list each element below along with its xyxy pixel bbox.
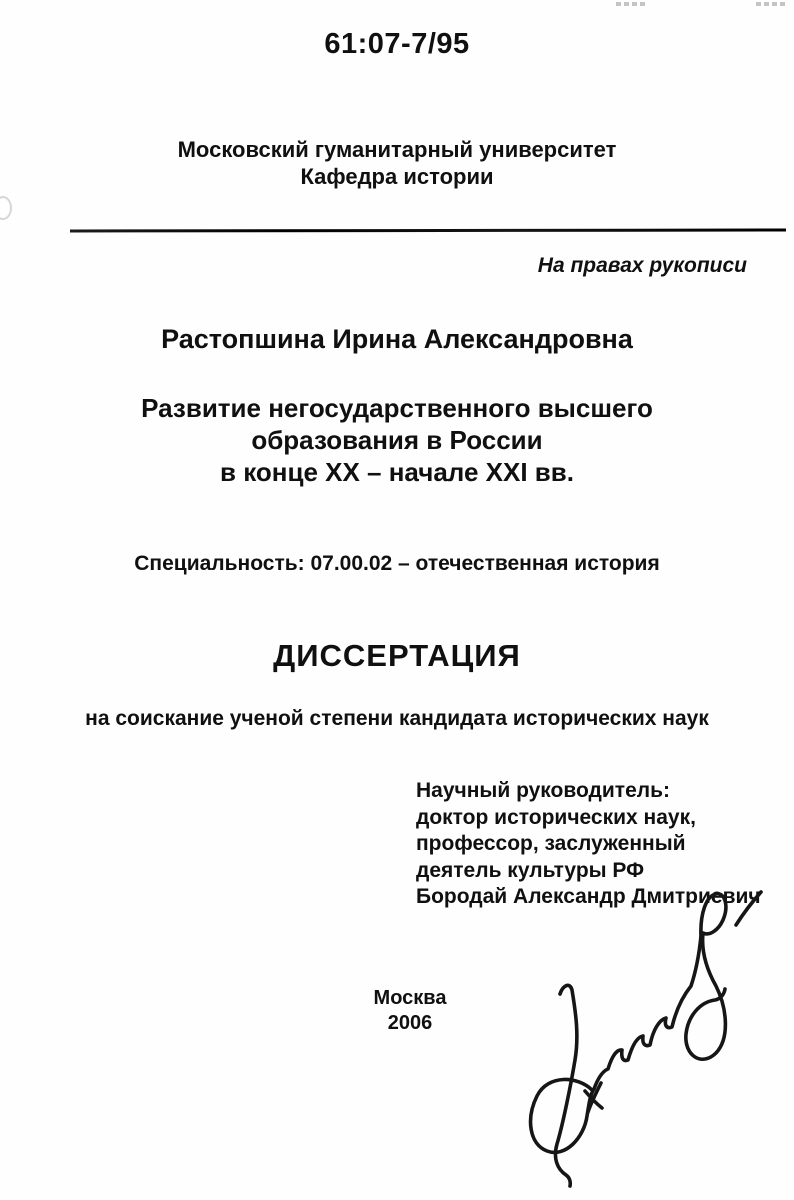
author-name: Растопшина Ирина Александровна — [161, 324, 633, 354]
supervisor-line: деятель культуры РФ — [416, 858, 645, 882]
specialty-line: Специальность: 07.00.02 – отечественная история — [134, 552, 660, 575]
university-name: Московский гуманитарный университет — [177, 137, 617, 162]
imprint-year: 2006 — [387, 1012, 433, 1034]
divider-line — [70, 229, 786, 233]
department-name: Кафедра истории — [300, 164, 494, 189]
organization-block — [0, 136, 794, 190]
document-type-heading: ДИССЕРТАЦИЯ — [273, 638, 521, 673]
imprint-block — [310, 986, 510, 1036]
scan-artifact — [616, 2, 646, 6]
supervisor-line: профессор, заслуженный — [416, 832, 686, 855]
supervisor-line: Научный руководитель: — [416, 779, 670, 802]
signature — [504, 878, 794, 1200]
catalog-number: 61:07-7/95 — [324, 28, 470, 60]
title-line-1: Развитие негосударственного высшего — [141, 393, 653, 423]
title-line-2: образования в России — [251, 425, 543, 455]
supervisor-line: Бородай Александр Дмитриевич — [416, 885, 761, 908]
dissertation-title — [0, 392, 794, 488]
imprint-city: Москва — [373, 987, 447, 1009]
scan-artifact — [756, 2, 788, 6]
scan-artifact — [0, 196, 12, 220]
title-line-3: в конце XX – начале XXI вв. — [220, 457, 574, 487]
supervisor-line: доктор исторических наук, — [416, 805, 696, 829]
manuscript-note: На правах рукописи — [537, 254, 747, 277]
degree-line: на соискание ученой степени кандидата исторических наук — [85, 707, 709, 730]
